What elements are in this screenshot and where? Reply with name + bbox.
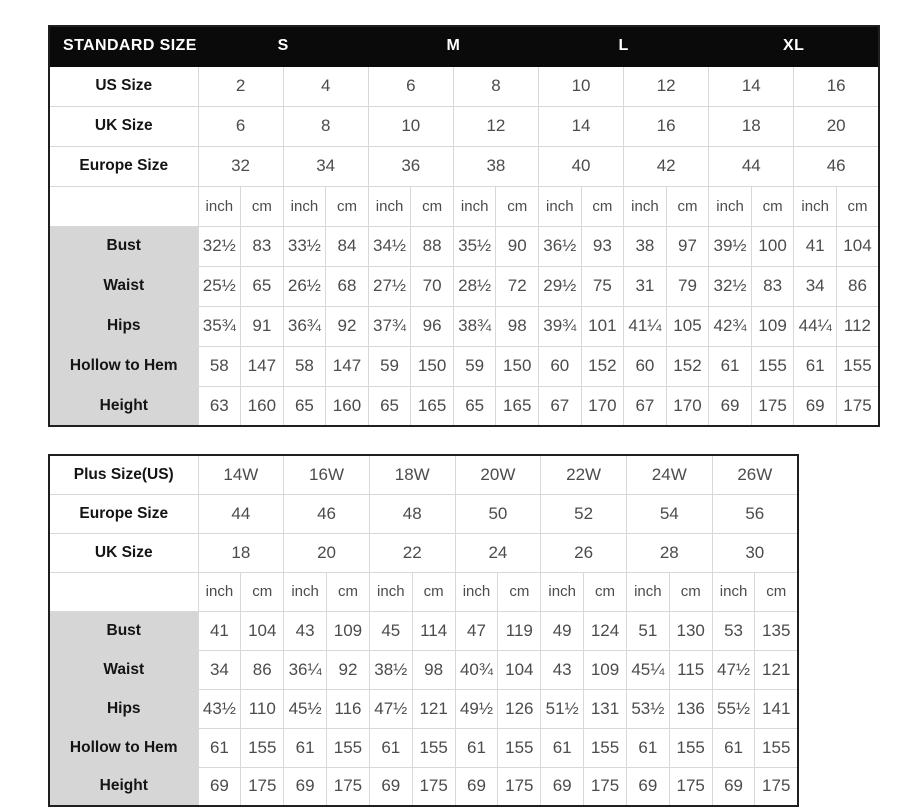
unit-cell: inch [624,186,667,226]
unit-cell: cm [755,572,798,611]
measurement-cell: 60 [539,346,582,386]
row-label: Waist [49,266,198,306]
row-label: Height [49,386,198,426]
measurement-cell: 116 [327,689,370,728]
measurement-cell: 49½ [455,689,498,728]
measurement-cell: 124 [584,611,627,650]
measurement-cell: 92 [327,650,370,689]
measurement-cell: 155 [669,728,712,767]
measurement-cell: 131 [584,689,627,728]
measurement-cell: 109 [751,306,794,346]
row-label: Waist [49,650,198,689]
plus-size-table [48,454,799,807]
measurement-cell: 104 [836,226,879,266]
measurement-cell: 45½ [284,689,327,728]
measurement-cell: 88 [411,226,454,266]
plus-size-table [48,454,918,807]
measurement-cell: 31 [624,266,667,306]
size-value-cell: 22W [541,455,627,494]
measurement-cell: 47½ [712,650,755,689]
size-value-cell: 6 [368,66,453,106]
unit-cell: cm [836,186,879,226]
measurement-cell: 61 [541,728,584,767]
measurement-cell: 38½ [369,650,412,689]
measurement-row [49,306,879,346]
measurement-cell: 112 [836,306,879,346]
measurement-cell: 40¾ [455,650,498,689]
measurement-cell: 67 [624,386,667,426]
measurement-cell: 55½ [712,689,755,728]
measurement-row [49,728,798,767]
measurement-cell: 26½ [283,266,326,306]
measurement-cell: 109 [584,650,627,689]
measurement-row [49,767,798,806]
size-value-cell: 42 [624,146,709,186]
size-value-cell: 14 [709,66,794,106]
measurement-cell: 104 [241,611,284,650]
size-value-cell: 38 [453,146,538,186]
size-value-cell: 48 [369,494,455,533]
measurement-cell: 25½ [198,266,241,306]
unit-cell: cm [241,572,284,611]
size-value-cell: 4 [283,66,368,106]
measurement-cell: 65 [283,386,326,426]
size-value-cell: 46 [284,494,370,533]
table-title: STANDARD SIZE [49,26,198,66]
measurement-cell: 32½ [198,226,241,266]
measurement-cell: 69 [455,767,498,806]
measurement-cell: 175 [755,767,798,806]
size-row [49,66,879,106]
measurement-cell: 69 [284,767,327,806]
size-value-cell: 24 [455,533,541,572]
measurement-cell: 160 [326,386,369,426]
measurement-cell: 69 [198,767,241,806]
size-value-cell: 32 [198,146,283,186]
measurement-cell: 61 [626,728,669,767]
measurement-cell: 32½ [709,266,752,306]
measurement-cell: 43½ [198,689,241,728]
measurement-cell: 83 [241,226,284,266]
measurement-cell: 92 [326,306,369,346]
measurement-cell: 67 [539,386,582,426]
size-value-cell: 54 [626,494,712,533]
unit-row-label [49,572,198,611]
measurement-cell: 170 [666,386,709,426]
row-label: Bust [49,226,198,266]
measurement-cell: 90 [496,226,539,266]
measurement-cell: 36½ [539,226,582,266]
size-row [49,455,798,494]
measurement-cell: 65 [453,386,496,426]
unit-cell: cm [326,186,369,226]
unit-row [49,186,879,226]
measurement-cell: 101 [581,306,624,346]
unit-cell: inch [541,572,584,611]
size-value-cell: 14 [539,106,624,146]
measurement-cell: 121 [412,689,455,728]
measurement-cell: 38¾ [453,306,496,346]
unit-cell: inch [794,186,837,226]
measurement-row [49,226,879,266]
measurement-cell: 38 [624,226,667,266]
measurement-cell: 165 [496,386,539,426]
measurement-cell: 59 [453,346,496,386]
table-header-row [49,26,879,66]
size-value-cell: 20 [284,533,370,572]
measurement-cell: 98 [412,650,455,689]
row-label: Plus Size(US) [49,455,198,494]
measurement-cell: 114 [412,611,455,650]
size-value-cell: 12 [453,106,538,146]
unit-cell: cm [412,572,455,611]
measurement-cell: 51½ [541,689,584,728]
measurement-cell: 97 [666,226,709,266]
measurement-cell: 49 [541,611,584,650]
measurement-cell: 126 [498,689,541,728]
size-row [49,106,879,146]
measurement-cell: 65 [368,386,411,426]
measurement-cell: 175 [751,386,794,426]
measurement-cell: 93 [581,226,624,266]
size-row [49,494,798,533]
measurement-cell: 59 [368,346,411,386]
unit-cell: cm [751,186,794,226]
measurement-cell: 119 [498,611,541,650]
measurement-cell: 175 [241,767,284,806]
measurement-cell: 175 [584,767,627,806]
size-group-header: S [198,26,368,66]
measurement-cell: 27½ [368,266,411,306]
unit-cell: inch [712,572,755,611]
row-label: UK Size [49,533,198,572]
size-value-cell: 44 [198,494,284,533]
unit-cell: cm [496,186,539,226]
measurement-cell: 61 [198,728,241,767]
row-label: Europe Size [49,494,198,533]
row-label: Hips [49,689,198,728]
size-value-cell: 20 [794,106,879,146]
measurement-cell: 53 [712,611,755,650]
unit-cell: inch [198,572,241,611]
unit-cell: cm [581,186,624,226]
unit-row [49,572,798,611]
size-value-cell: 2 [198,66,283,106]
measurement-cell: 152 [666,346,709,386]
row-label: Hollow to Hem [49,346,198,386]
measurement-cell: 165 [411,386,454,426]
size-value-cell: 56 [712,494,798,533]
size-value-cell: 16 [794,66,879,106]
unit-cell: cm [584,572,627,611]
measurement-cell: 65 [241,266,284,306]
measurement-row [49,650,798,689]
measurement-cell: 160 [241,386,284,426]
size-value-cell: 22 [369,533,455,572]
measurement-cell: 69 [626,767,669,806]
measurement-cell: 43 [284,611,327,650]
measurement-cell: 155 [327,728,370,767]
measurement-cell: 33½ [283,226,326,266]
measurement-cell: 91 [241,306,284,346]
size-value-cell: 28 [626,533,712,572]
measurement-cell: 121 [755,650,798,689]
row-label: US Size [49,66,198,106]
measurement-cell: 61 [794,346,837,386]
size-value-cell: 18 [198,533,284,572]
measurement-cell: 36¼ [284,650,327,689]
measurement-cell: 110 [241,689,284,728]
measurement-cell: 75 [581,266,624,306]
measurement-cell: 84 [326,226,369,266]
measurement-cell: 115 [669,650,712,689]
measurement-cell: 47 [455,611,498,650]
measurement-cell: 70 [411,266,454,306]
size-value-cell: 52 [541,494,627,533]
unit-cell: inch [283,186,326,226]
measurement-cell: 135 [755,611,798,650]
measurement-cell: 79 [666,266,709,306]
size-value-cell: 10 [368,106,453,146]
row-label: UK Size [49,106,198,146]
unit-cell: cm [241,186,284,226]
measurement-cell: 104 [498,650,541,689]
measurement-cell: 45 [369,611,412,650]
size-value-cell: 34 [283,146,368,186]
measurement-cell: 51 [626,611,669,650]
size-value-cell: 8 [283,106,368,146]
unit-cell: cm [666,186,709,226]
size-value-cell: 20W [455,455,541,494]
measurement-cell: 69 [541,767,584,806]
size-value-cell: 16W [284,455,370,494]
measurement-cell: 47½ [369,689,412,728]
measurement-cell: 155 [412,728,455,767]
measurement-cell: 86 [241,650,284,689]
unit-cell: cm [327,572,370,611]
measurement-cell: 147 [326,346,369,386]
measurement-cell: 58 [198,346,241,386]
standard-size-table [48,25,880,427]
size-value-cell: 18 [709,106,794,146]
measurement-cell: 60 [624,346,667,386]
unit-cell: inch [626,572,669,611]
measurement-cell: 96 [411,306,454,346]
measurement-cell: 175 [498,767,541,806]
measurement-cell: 28½ [453,266,496,306]
measurement-cell: 155 [836,346,879,386]
measurement-cell: 61 [455,728,498,767]
measurement-cell: 72 [496,266,539,306]
measurement-cell: 58 [283,346,326,386]
size-value-cell: 44 [709,146,794,186]
unit-cell: cm [669,572,712,611]
measurement-cell: 147 [241,346,284,386]
measurement-cell: 150 [411,346,454,386]
measurement-cell: 35¾ [198,306,241,346]
measurement-cell: 53½ [626,689,669,728]
unit-cell: inch [198,186,241,226]
measurement-cell: 35½ [453,226,496,266]
measurement-cell: 155 [498,728,541,767]
measurement-cell: 63 [198,386,241,426]
size-value-cell: 14W [198,455,284,494]
measurement-cell: 170 [581,386,624,426]
unit-cell: cm [411,186,454,226]
measurement-cell: 34 [794,266,837,306]
measurement-cell: 152 [581,346,624,386]
measurement-cell: 98 [496,306,539,346]
row-label: Hips [49,306,198,346]
measurement-cell: 68 [326,266,369,306]
size-group-header: XL [709,26,879,66]
measurement-cell: 44¼ [794,306,837,346]
measurement-cell: 39½ [709,226,752,266]
size-value-cell: 12 [624,66,709,106]
unit-row-label [49,186,198,226]
measurement-cell: 29½ [539,266,582,306]
size-row [49,146,879,186]
measurement-cell: 41 [198,611,241,650]
unit-cell: inch [284,572,327,611]
measurement-cell: 83 [751,266,794,306]
measurement-cell: 136 [669,689,712,728]
measurement-cell: 150 [496,346,539,386]
standard-size-table [48,25,918,427]
row-label: Bust [49,611,198,650]
measurement-cell: 109 [327,611,370,650]
measurement-cell: 37¾ [368,306,411,346]
size-value-cell: 30 [712,533,798,572]
measurement-cell: 34 [198,650,241,689]
measurement-cell: 175 [669,767,712,806]
size-value-cell: 10 [539,66,624,106]
row-label: Hollow to Hem [49,728,198,767]
measurement-cell: 155 [751,346,794,386]
measurement-cell: 34½ [368,226,411,266]
measurement-cell: 69 [794,386,837,426]
unit-cell: inch [455,572,498,611]
measurement-cell: 175 [412,767,455,806]
unit-cell: inch [368,186,411,226]
size-value-cell: 8 [453,66,538,106]
measurement-cell: 175 [327,767,370,806]
measurement-cell: 61 [284,728,327,767]
measurement-row [49,266,879,306]
measurement-cell: 61 [369,728,412,767]
measurement-cell: 69 [369,767,412,806]
unit-cell: cm [498,572,541,611]
row-label: Europe Size [49,146,198,186]
size-value-cell: 26W [712,455,798,494]
measurement-cell: 69 [712,767,755,806]
size-value-cell: 18W [369,455,455,494]
unit-cell: inch [453,186,496,226]
size-value-cell: 24W [626,455,712,494]
measurement-cell: 155 [755,728,798,767]
measurement-row [49,386,879,426]
measurement-cell: 41¼ [624,306,667,346]
measurement-cell: 61 [709,346,752,386]
size-group-header: L [539,26,709,66]
unit-cell: inch [369,572,412,611]
measurement-cell: 105 [666,306,709,346]
measurement-row [49,611,798,650]
measurement-cell: 175 [836,386,879,426]
measurement-row [49,689,798,728]
size-row [49,533,798,572]
measurement-cell: 41 [794,226,837,266]
measurement-cell: 155 [584,728,627,767]
measurement-cell: 69 [709,386,752,426]
size-value-cell: 16 [624,106,709,146]
measurement-cell: 86 [836,266,879,306]
size-value-cell: 6 [198,106,283,146]
size-value-cell: 26 [541,533,627,572]
measurement-cell: 39¾ [539,306,582,346]
measurement-cell: 130 [669,611,712,650]
size-value-cell: 46 [794,146,879,186]
row-label: Height [49,767,198,806]
size-value-cell: 36 [368,146,453,186]
size-group-header: M [368,26,538,66]
size-value-cell: 50 [455,494,541,533]
unit-cell: inch [709,186,752,226]
measurement-cell: 42¾ [709,306,752,346]
measurement-row [49,346,879,386]
measurement-cell: 36¾ [283,306,326,346]
measurement-cell: 155 [241,728,284,767]
measurement-cell: 61 [712,728,755,767]
size-value-cell: 40 [539,146,624,186]
measurement-cell: 43 [541,650,584,689]
unit-cell: inch [539,186,582,226]
measurement-cell: 45¼ [626,650,669,689]
measurement-cell: 100 [751,226,794,266]
measurement-cell: 141 [755,689,798,728]
